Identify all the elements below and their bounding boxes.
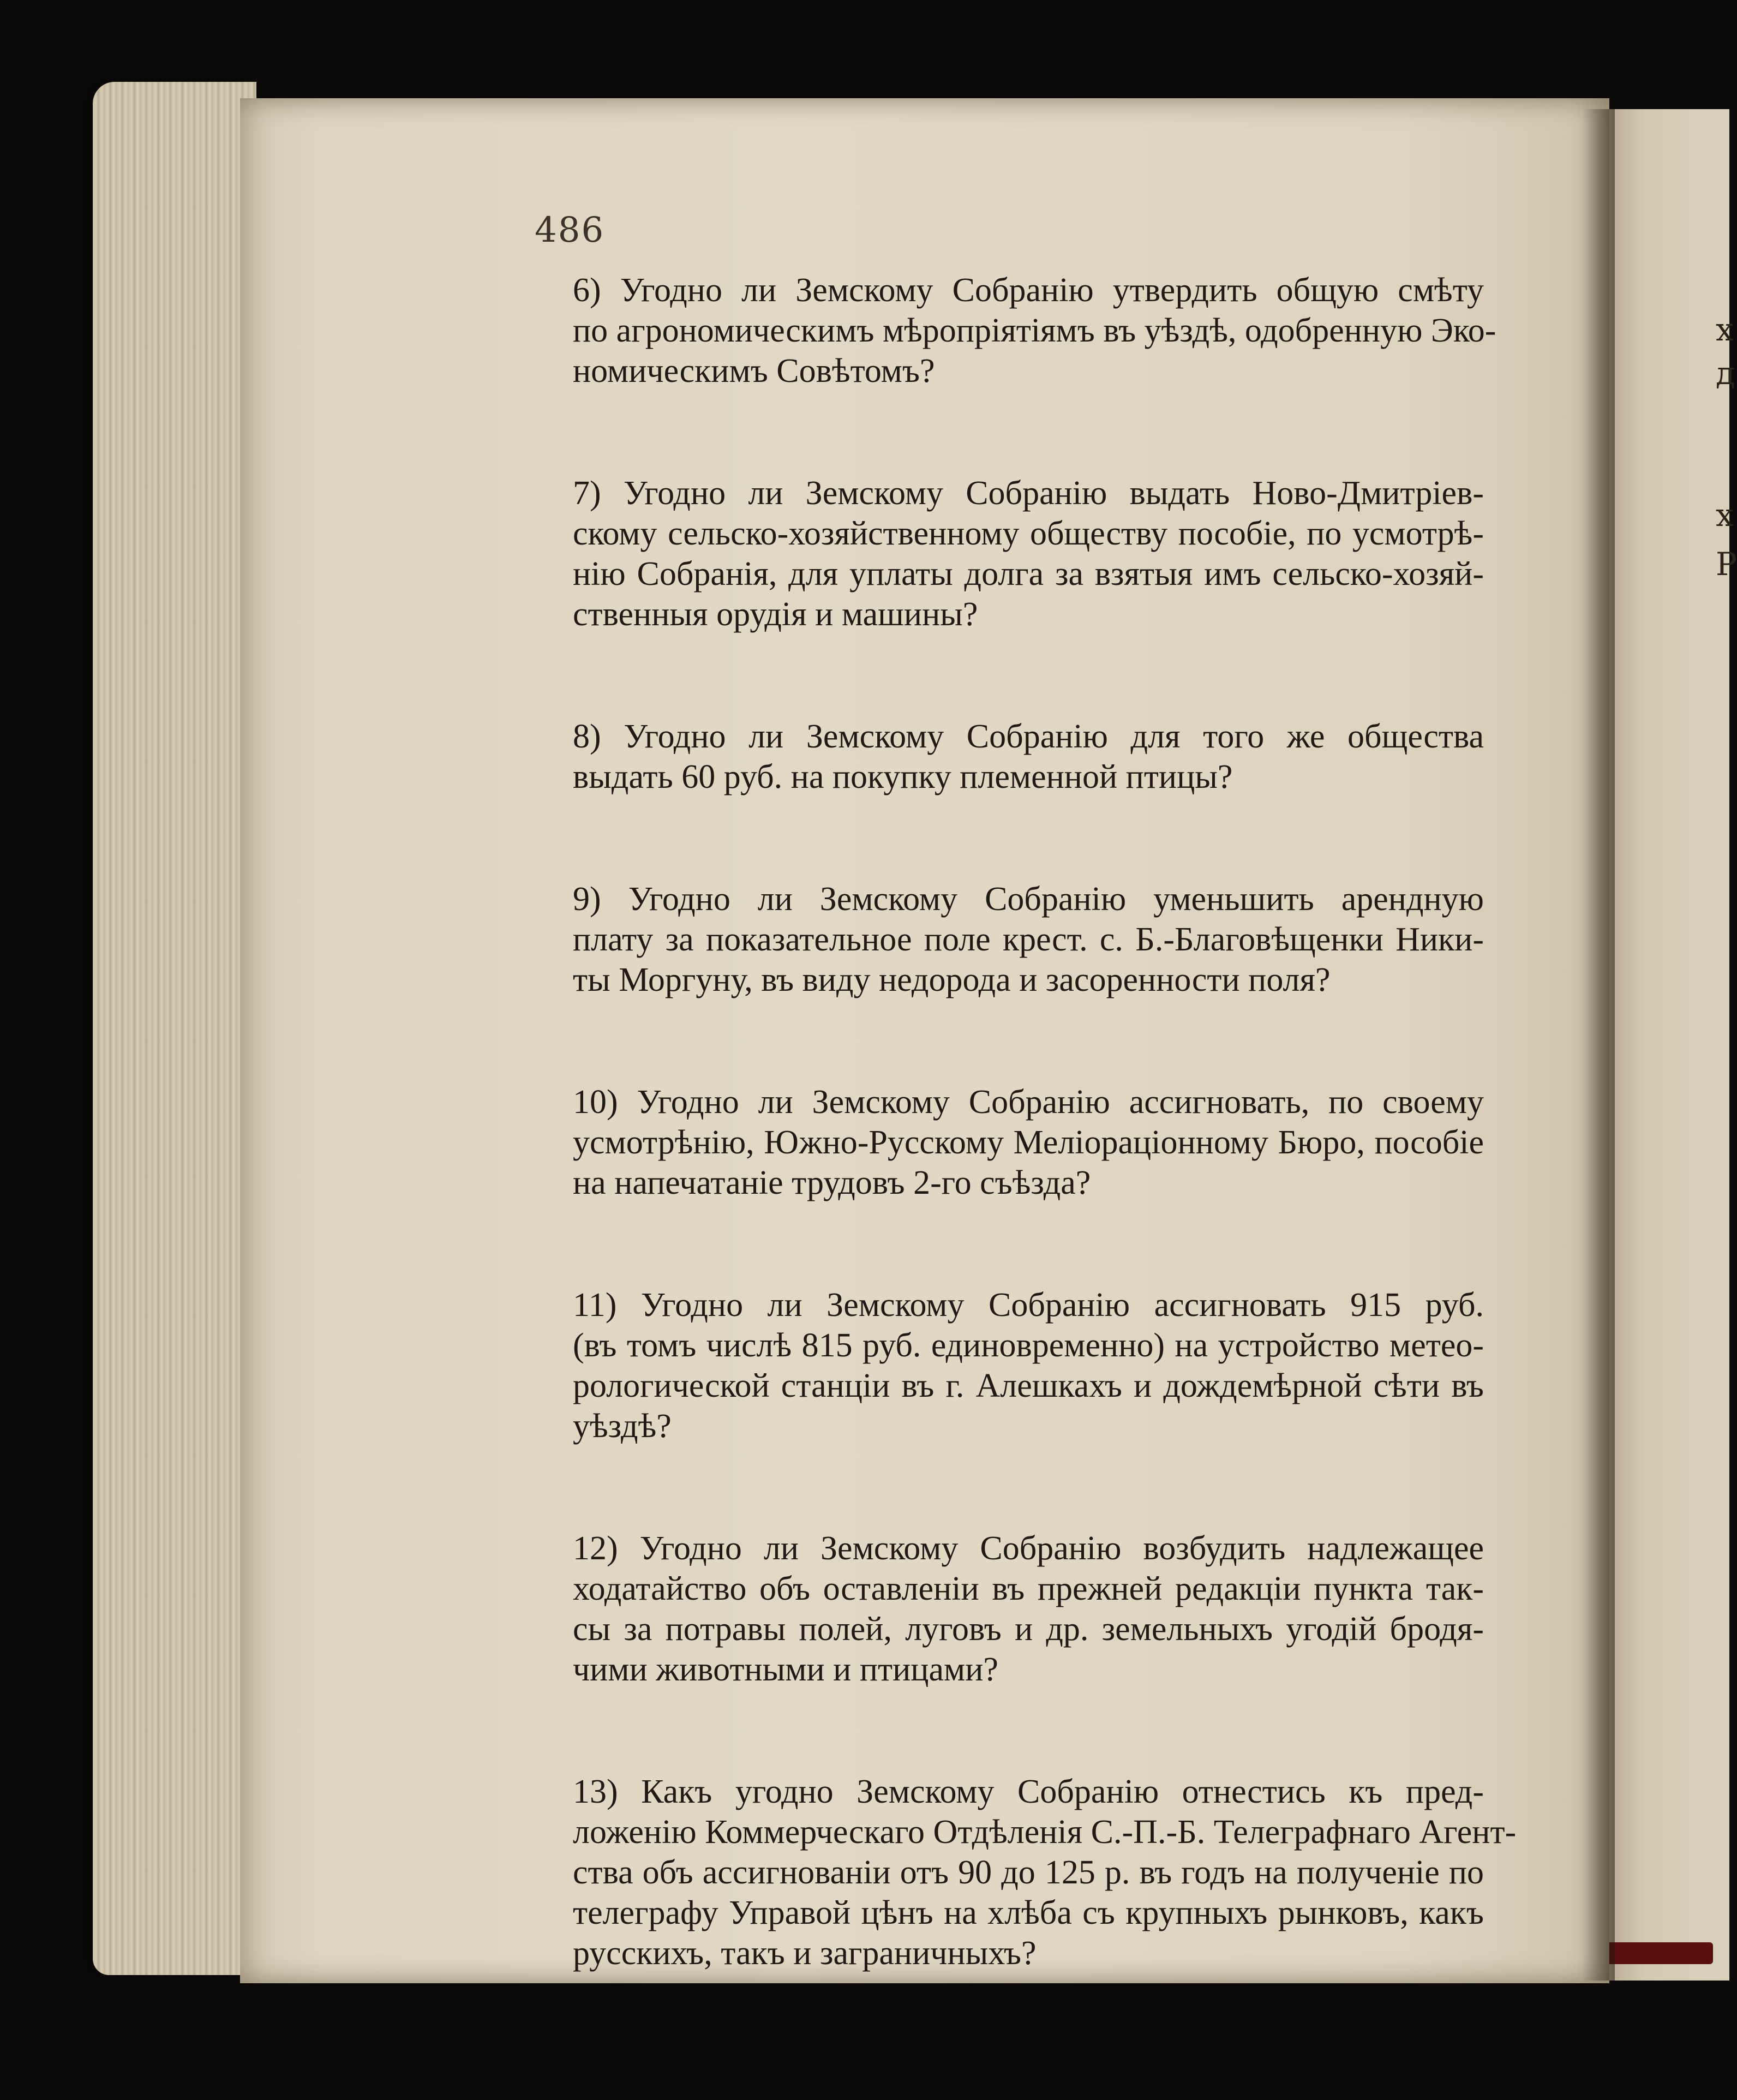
text-line: 10) Угодно ли Земскому Собранію ассигновать, по своему [573,1084,1484,1121]
book-spine [1604,1942,1713,1964]
text-line: уѣздѣ? [573,1408,672,1445]
questions-text [491,270,1517,1973]
text-line: сы за потравы полей, луговъ и др. земельныхъ угодій бродя- [573,1611,1484,1648]
text-line: на напечатаніе трудовъ 2-го съѣзда? [573,1164,1091,1201]
question-paragraph [491,1528,1484,1690]
facing-page-glyph: х [1716,496,1734,534]
text-line: плату за показательное поле крест. с. Б.-Благовѣщенки Ники- [573,921,1484,958]
question-paragraph [491,1082,1484,1203]
question-paragraph [491,473,1484,635]
text-line: ства объ ассигнованіи отъ 90 до 125 р. въ годъ на полученіе по [573,1854,1484,1891]
facing-page-glyph: х [1716,311,1734,348]
page-number: 486 [535,210,605,250]
text-line: русскихъ, такъ и заграничныхъ? [573,1935,1037,1972]
question-paragraph [491,1285,1484,1446]
text-line: номическимъ Совѣтомъ? [573,352,935,390]
text-line: телеграфу Управой цѣнъ на хлѣба съ крупныхъ рынковъ, какъ [573,1894,1484,1931]
facing-page [1609,109,1729,1981]
page-gutter [1582,109,1615,1981]
text-line: 12) Угодно ли Земскому Собранію возбудить надлежащее [573,1530,1484,1567]
text-line: усмотрѣнію, Южно-Русскому Меліораціонному Бюро, пособіе [573,1124,1484,1161]
question-paragraph [491,1772,1517,1973]
text-line: чими животными и птицами? [573,1651,998,1688]
page-edges [93,82,256,1975]
text-line: выдать 60 руб. на покупку племенной птицы? [573,758,1233,795]
question-paragraph [491,879,1484,1000]
text-line: ложенію Коммерческаго Отдѣленія С.-П.-Б. Телеграфнаго Агент- [573,1814,1517,1851]
text-line: по агрономическимъ мѣропріятіямъ въ уѣздѣ, одобренную Эко- [573,312,1496,349]
text-line: ты Моргуну, въ виду недорода и засоренности поля? [573,961,1331,998]
text-line: 13) Какъ угодно Земскому Собранію отнестись къ пред- [573,1773,1484,1810]
text-line: 8) Угодно ли Земскому Собранію для того же общества [573,718,1484,755]
text-line: ственныя орудія и машины? [573,596,978,633]
question-paragraph [491,716,1484,797]
text-line: 11) Угодно ли Земскому Собранію ассигновать 915 руб. [573,1287,1484,1324]
text-line: рологической станціи въ г. Алешкахъ и дождемѣрной сѣти въ [573,1367,1484,1404]
text-line: нію Собранія, для уплаты долга за взятыя имъ сельско-хозяй- [573,555,1484,593]
facing-page-glyph: Р [1716,546,1737,583]
text-line: ходатайство объ оставленіи въ прежней редакціи пункта так- [573,1570,1484,1607]
text-line: 9) Угодно ли Земскому Собранію уменьшить арендную [573,881,1484,918]
facing-page-glyph: д [1716,355,1735,392]
text-line: 6) Угодно ли Земскому Собранію утвердить общую смѣту [573,272,1484,309]
text-line: (въ томъ числѣ 815 руб. единовременно) на устройство метео- [573,1327,1484,1364]
text-line: скому сельско-хозяйственному обществу пособіе, по усмотрѣ- [573,515,1484,552]
question-paragraph [491,270,1496,391]
text-line: 7) Угодно ли Земскому Собранію выдать Ново-Дмитріев- [573,475,1484,512]
